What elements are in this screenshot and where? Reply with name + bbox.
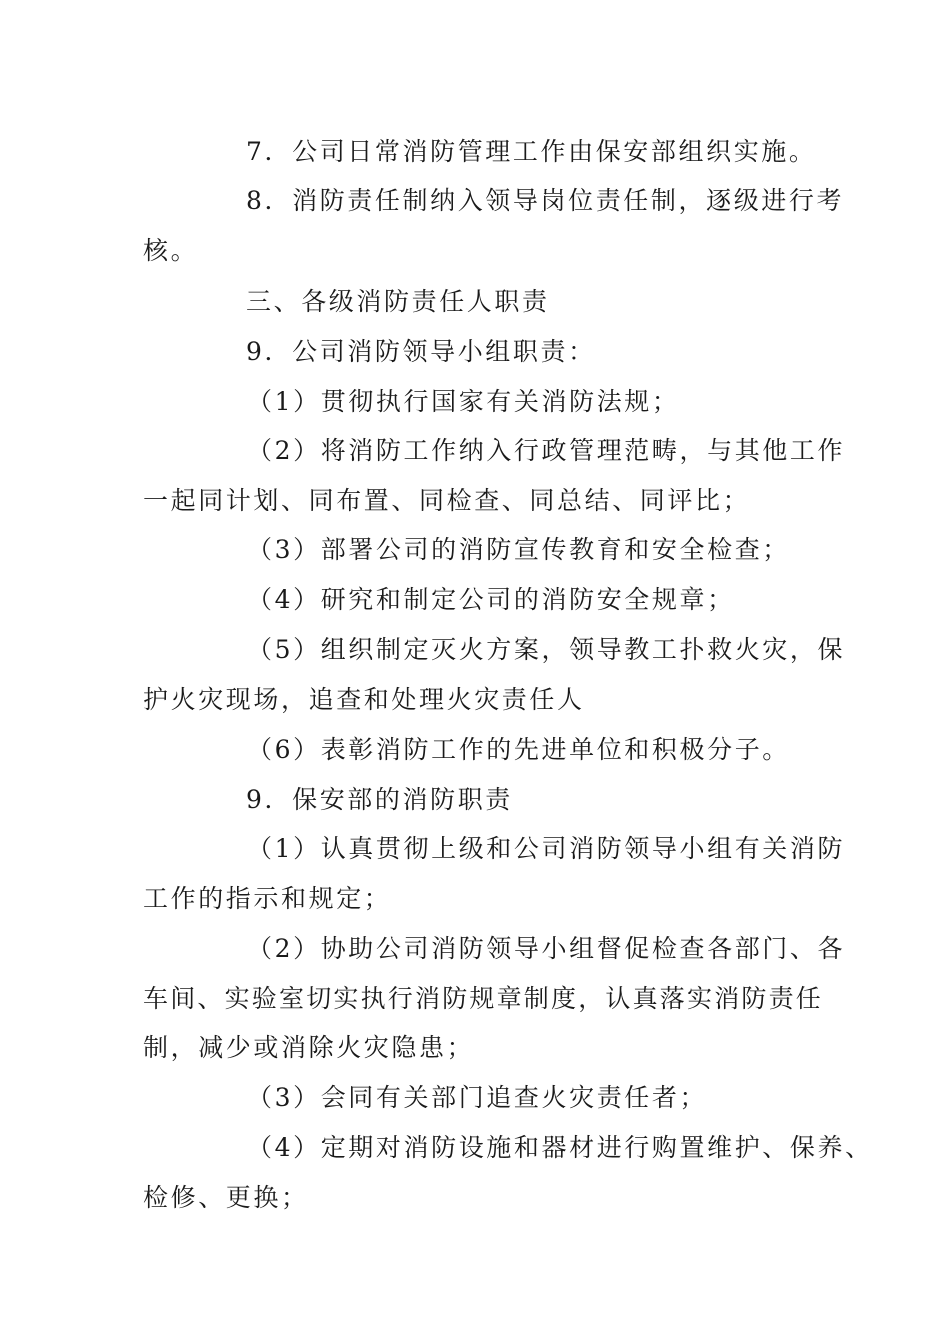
item-9-2-line-2: 一起同计划、同布置、同检查、同总结、同评比；	[143, 486, 751, 515]
item-9b-4-line-2: 检修、更换；	[143, 1183, 309, 1212]
item-9b-2-line-3: 制，减少或消除火灾隐患；	[143, 1033, 475, 1062]
item-9-4: （4）研究和制定公司的消防安全规章；	[247, 585, 735, 614]
item-9-3: （3）部署公司的消防宣传教育和安全检查；	[247, 535, 790, 564]
item-9b-1-line-2: 工作的指示和规定；	[143, 884, 392, 913]
item-9b-2-line-1: （2）协助公司消防领导小组督促检查各部门、各	[247, 934, 846, 963]
item-9-1: （1）贯彻执行国家有关消防法规；	[247, 387, 680, 416]
section-heading-3: 三、各级消防责任人职责	[246, 287, 550, 316]
paragraph-9-title: 9．公司消防领导小组职责：	[246, 337, 596, 366]
item-9-2-line-1: （2）将消防工作纳入行政管理范畴，与其他工作	[247, 436, 846, 465]
paragraph-8-line-2: 核。	[143, 236, 199, 265]
item-9b-3: （3）会同有关部门追查火灾责任者；	[247, 1083, 708, 1112]
item-9-5-line-1: （5）组织制定灭火方案，领导教工扑救火灾，保	[247, 635, 846, 664]
item-9-6: （6）表彰消防工作的先进单位和积极分子。	[247, 735, 790, 764]
paragraph-8-line-1: 8．消防责任制纳入领导岗位责任制，逐级进行考	[246, 186, 845, 215]
item-9-5-line-2: 护火灾现场，追查和处理火灾责任人	[143, 685, 585, 714]
paragraph-9b-title: 9．保安部的消防职责	[246, 785, 513, 814]
paragraph-7: 7．公司日常消防管理工作由保安部组织实施。	[246, 137, 817, 166]
item-9b-1-line-1: （1）认真贯彻上级和公司消防领导小组有关消防	[247, 834, 846, 863]
item-9b-4-line-1: （4）定期对消防设施和器材进行购置维护、保养、	[247, 1133, 873, 1162]
item-9b-2-line-2: 车间、实验室切实执行消防规章制度，认真落实消防责任	[143, 984, 824, 1013]
